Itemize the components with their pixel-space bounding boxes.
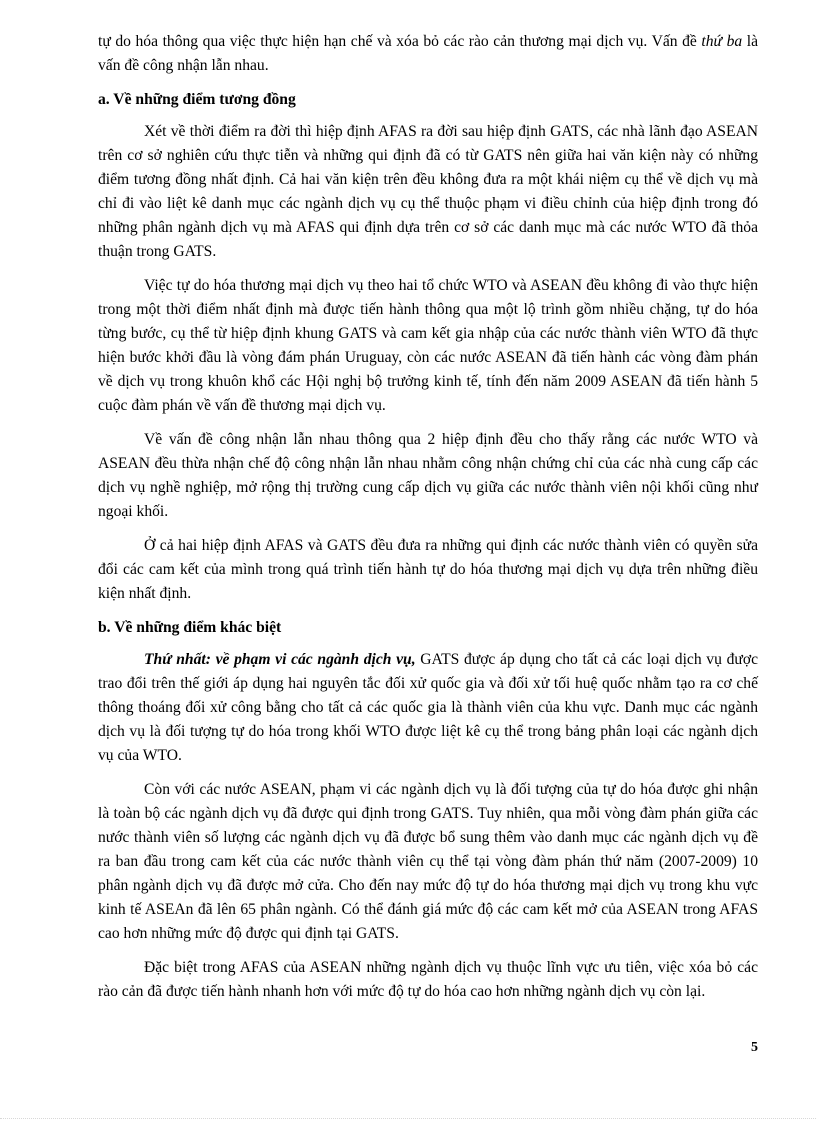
paragraph-similarities-4: Ở cả hai hiệp định AFAS và GATS đều đưa ra những qui định các nước thành viên có quyền sửa đổi các cam kết của mình trong quá trình tiến hành tự do hóa thương mại dịch vụ dựa trên những điều kiện nhất định. <box>98 537 758 602</box>
intro-text-b: là vấn đề công nhận lẫn nhau. <box>98 33 758 74</box>
paragraph-similarities-1: Xét về thời điểm ra đời thì hiệp định AFAS ra đời sau hiệp định GATS, các nhà lãnh đạo ASEAN trên cơ sở nghiên cứu thực tiễn và những qui định đã có từ GATS nên giữa hai văn kiện này có những điểm tương đồng nhất định. Cả hai văn kiện trên đều không đưa ra một khái niệm cụ thể về dịch vụ mà chỉ đi vào liệt kê danh mục các ngành dịch vụ cụ thể thuộc phạm vi điều chỉnh của hiệp định trong đó những phân ngành dịch vụ mà AFAS qui định dựa trên cơ sở các danh mục mà các nước WTO đã thỏa thuận trong GATS. <box>98 123 758 260</box>
footer-divider <box>0 1118 816 1119</box>
differences-lead-text: Thứ nhất: về phạm vi các ngành dịch vụ, <box>144 651 416 668</box>
intro-text-a: tự do hóa thông qua việc thực hiện hạn chế và xóa bỏ các rào cản thương mại dịch vụ. Vấn đề <box>98 33 702 50</box>
page-number: 5 <box>751 1040 758 1055</box>
intro-italic-text: thứ ba <box>701 33 743 50</box>
paragraph-differences-2: Còn với các nước ASEAN, phạm vi các ngành dịch vụ là đối tượng của tự do hóa được ghi nhận là toàn bộ các ngành dịch vụ đã được qui định trong GATS. Tuy nhiên, qua mỗi vòng đàm phán giữa các nước thành viên số lượng các ngành dịch vụ đã được bổ sung thêm vào danh mục các ngành dịch vụ đề ra ban đầu trong cam kết của các nước thành viên cụ thể tại vòng đàm phán thứ năm (2007-2009) 10 phân ngành dịch vụ đã được mở cửa. Cho đến nay mức độ tự do hóa thương mại dịch vụ trong khu vực kinh tế ASEAn đã lên 65 phân ngành. Có thể đánh giá mức độ các cam kết mở của ASEAN trong AFAS cao hơn những mức độ được qui định tại GATS. <box>98 781 758 942</box>
heading-similarities: a. Về những điểm tương đồng <box>98 91 296 108</box>
heading-differences: b. Về những điểm khác biệt <box>98 619 282 636</box>
paragraph-differences-1 <box>98 648 758 768</box>
document-body <box>98 30 758 1014</box>
paragraph-intro <box>98 30 758 78</box>
paragraph-similarities-2: Việc tự do hóa thương mại dịch vụ theo hai tổ chức WTO và ASEAN đều không đi vào thực hiện trong một thời điểm nhất định mà được tiến hành thông qua một lộ trình gồm nhiều chặng, tự do hóa từng bước, cụ thể từ hiệp định khung GATS và cam kết gia nhập của các nước thành viên WTO đã thực hiện bước khởi đầu là vòng đám phán Uruguay, còn các nước ASEAN đã tiến hành các vòng đàm phán về dịch vụ trong khuôn khổ các Hội nghị bộ trưởng kinh tế, tính đến năm 2009 ASEAN đã tiến hành 5 cuộc đàm phán về vấn đề thương mại dịch vụ. <box>98 277 758 414</box>
paragraph-differences-3: Đặc biệt trong AFAS của ASEAN những ngành dịch vụ thuộc lĩnh vực ưu tiên, việc xóa bỏ các rào cản đã được tiến hành nhanh hơn với mức độ tự do hóa cao hơn những ngành dịch vụ còn lại. <box>98 959 758 1000</box>
differences-body-text: GATS được áp dụng cho tất cả các loại dịch vụ được trao đổi trên thế giới áp dụng hai nguyên tắc đối xử quốc gia và đối xử tối huệ quốc nhằm tạo ra cơ chế thông thoáng đối xử công bằng cho tất cả các quốc gia là thành viên của khu vực. Danh mục các ngành dịch vụ là đối tượng tự do hóa trong khối WTO được liệt kê cụ thể trong bảng phân loại các ngành dịch vụ của WTO. <box>98 651 758 764</box>
paragraph-similarities-3: Về vấn đề công nhận lẫn nhau thông qua 2 hiệp định đều cho thấy rằng các nước WTO và ASEAN đều thừa nhận chế độ công nhận lẫn nhau nhằm công nhận chứng chỉ của các nhà cung cấp các dịch vụ nghề nghiệp, mở rộng thị trường cung cấp dịch vụ giữa các nước thành viên nội khối cũng như ngoại khối. <box>98 431 758 520</box>
